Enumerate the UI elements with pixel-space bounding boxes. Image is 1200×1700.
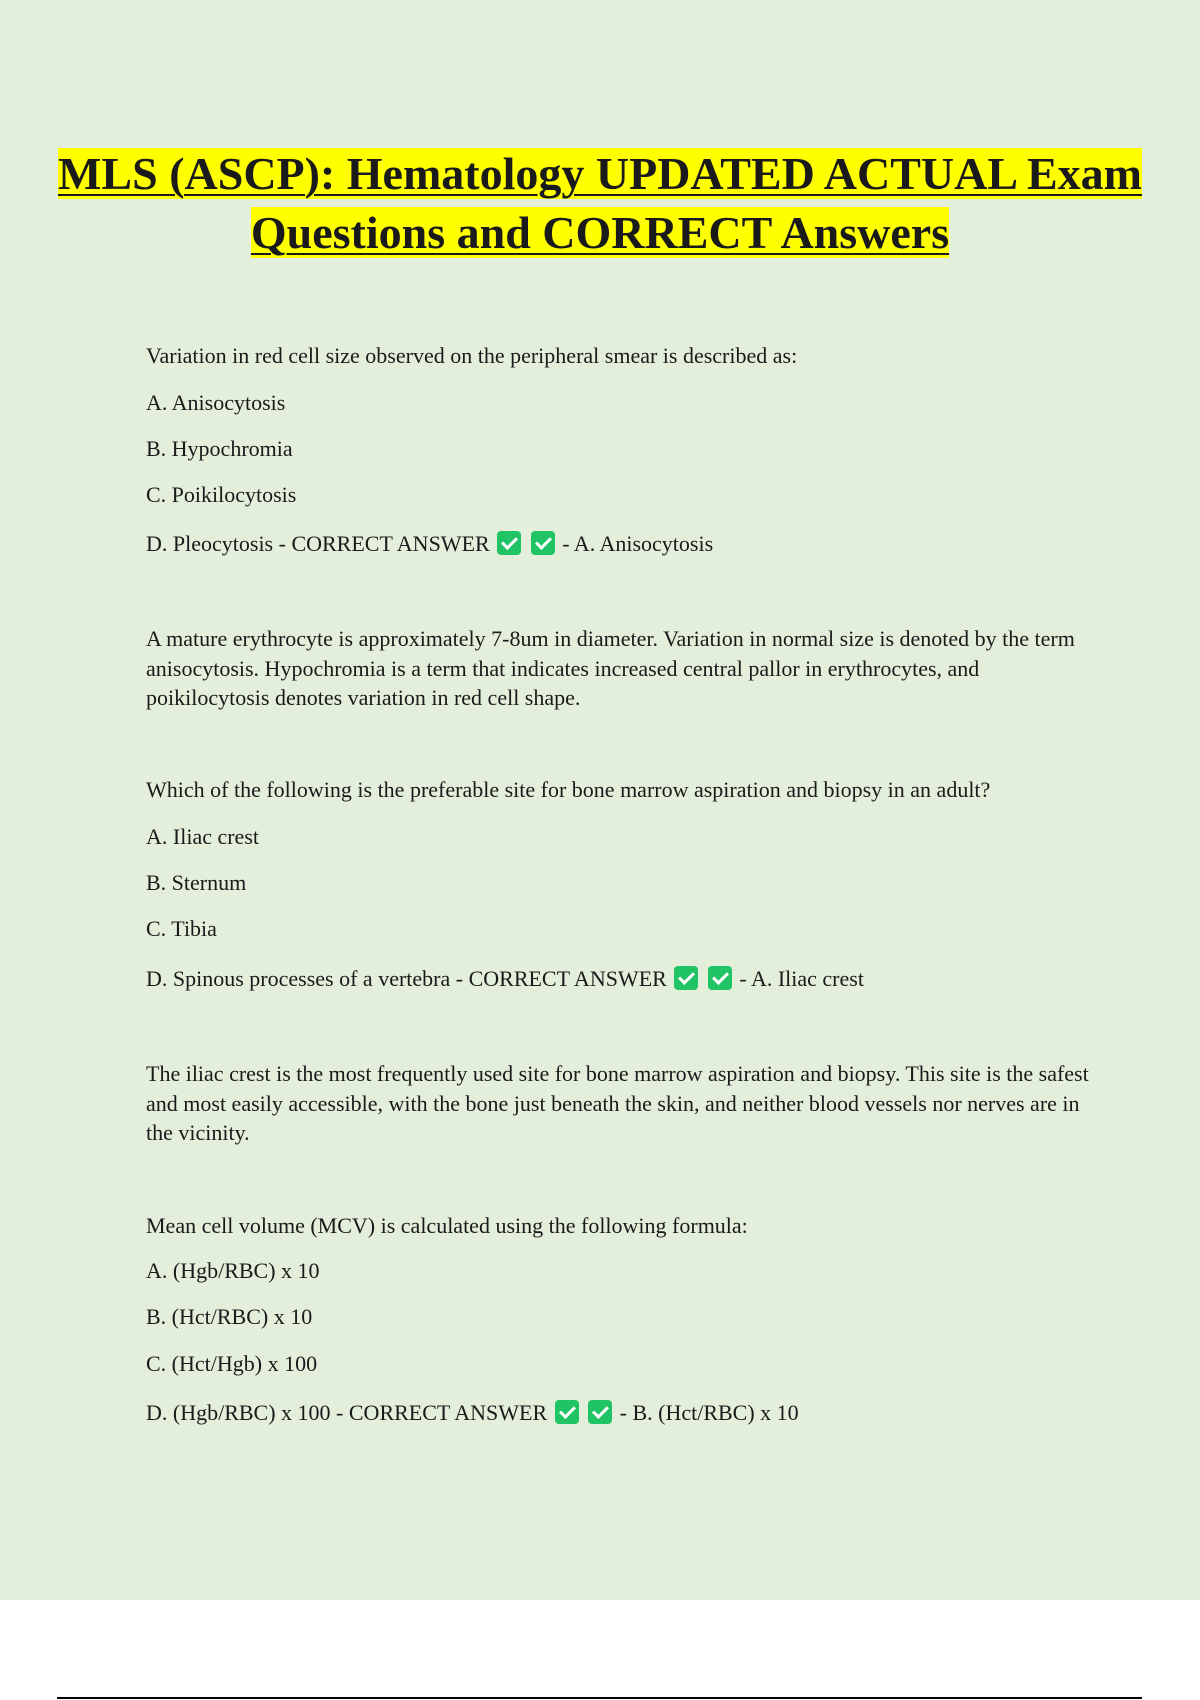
option-d: D. Pleocytosis - CORRECT ANSWER	[146, 531, 490, 556]
option-d: D. (Hgb/RBC) x 100 - CORRECT ANSWER	[146, 1400, 548, 1425]
title-block	[0, 144, 1200, 262]
option-c: C. Poikilocytosis	[146, 482, 297, 507]
option-a: A. (Hgb/RBC) x 10	[146, 1258, 320, 1283]
option-a: A. Anisocytosis	[146, 390, 286, 415]
check-mark-icon	[674, 966, 698, 990]
option-b: B. Hypochromia	[146, 436, 293, 461]
check-mark-icon	[708, 966, 732, 990]
check-mark-icon	[555, 1400, 579, 1424]
document-title: MLS (ASCP): Hematology UPDATED ACTUAL Exam Questions and CORRECT Answers	[58, 148, 1142, 258]
footer-rule	[57, 1697, 1142, 1699]
answer-line	[146, 530, 713, 558]
question-stem: Variation in red cell size observed on the peripheral smear is described as:	[146, 343, 798, 368]
check-mark-icon	[497, 531, 521, 555]
explanation: The iliac crest is the most frequently used site for bone marrow aspiration and biopsy. This site is the safest and most easily accessible, with the bone just beneath the skin, and neither blood vessels nor nerves are in the vicinity.	[146, 1061, 1089, 1145]
correct-answer: - A. Anisocytosis	[562, 531, 714, 556]
answer-line	[146, 1399, 799, 1427]
correct-answer: - B. (Hct/RBC) x 10	[619, 1400, 799, 1425]
option-b: B. (Hct/RBC) x 10	[146, 1304, 313, 1329]
question-stem: Mean cell volume (MCV) is calculated using the following formula:	[146, 1213, 748, 1238]
correct-answer: - A. Iliac crest	[739, 966, 864, 991]
check-mark-icon	[588, 1400, 612, 1424]
option-c: C. Tibia	[146, 916, 217, 941]
explanation: A mature erythrocyte is approximately 7-8um in diameter. Variation in normal size is denoted by the term anisocytosis. Hypochromia is a term that indicates increased central pallor in erythrocytes, and poikilocytosis denotes variation in red cell shape.	[146, 626, 1075, 710]
option-a: A. Iliac crest	[146, 824, 259, 849]
option-b: B. Sternum	[146, 870, 247, 895]
option-d: D. Spinous processes of a vertebra - CORRECT ANSWER	[146, 966, 667, 991]
check-mark-icon	[531, 531, 555, 555]
answer-line	[146, 965, 864, 993]
question-stem: Which of the following is the preferable site for bone marrow aspiration and biopsy in an adult?	[146, 777, 991, 802]
option-c: C. (Hct/Hgb) x 100	[146, 1351, 318, 1376]
